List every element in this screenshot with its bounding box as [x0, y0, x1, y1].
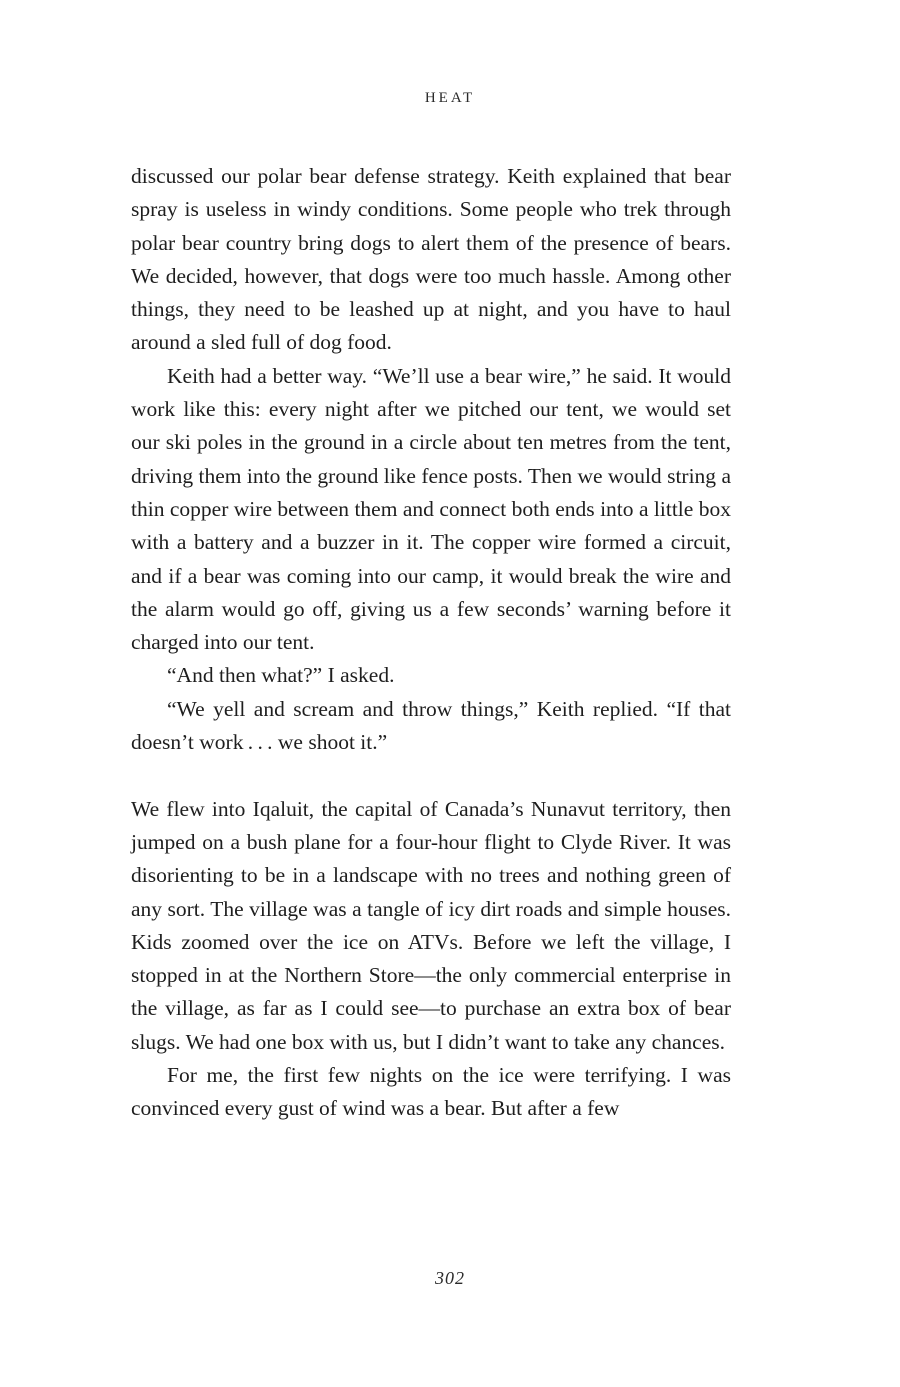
body-text — [131, 160, 731, 1126]
paragraph-iqaluit: We flew into Iqaluit, the capital of Canada’s Nunavut territory, then jumped on a bush plane for a four-hour flight to Clyde River. It was disorienting to be in a landscape with no trees and nothing green of any sort. The village was a tangle of icy dirt roads and simple houses. Kids zoomed over the ice on ATVs. Before we left the village, I stopped in at the Northern Store—the only commercial enterprise in the village, as far as I could see—to purchase an extra box of bear slugs. We had one box with us, but I didn’t want to take any chances. — [131, 796, 731, 1054]
paragraph-bear-wire: Keith had a better way. “We’ll use a bear wire,” he said. It would work like this: every night after we pitched our tent, we would set our ski poles in the ground in a circle about ten metres from the tent, driving them into the ground like fence posts. Then we would string a thin copper wire between them and connect both ends into a little box with a battery and a buzzer in it. The copper wire formed a circuit, and if a bear was coming into our camp, it would break the wire and the alarm would go off, giving us a few seconds’ warning before it charged into our tent. — [131, 363, 731, 655]
page-number: 302 — [435, 1268, 465, 1288]
paragraph-dialogue-question: “And then what?” I asked. — [167, 663, 395, 688]
paragraph-dialogue-reply: “We yell and scream and throw things,” Keith replied. “If that doesn’t work . . . we shoot it.” — [131, 696, 731, 755]
running-head: HEAT — [424, 90, 476, 106]
paragraph-first-nights: For me, the first few nights on the ice were terrifying. I was convinced every gust of wind was a bear. But after a few — [131, 1063, 731, 1121]
paragraph-continued: discussed our polar bear defense strategy. Keith explained that bear spray is useless in windy conditions. Some people who trek through polar bear country bring dogs to alert them of the presence of bears. We decided, however, that dogs were too much hassle. Among other things, they need to be leashed up at night, and you have to haul around a sled full of dog food. — [131, 164, 731, 355]
